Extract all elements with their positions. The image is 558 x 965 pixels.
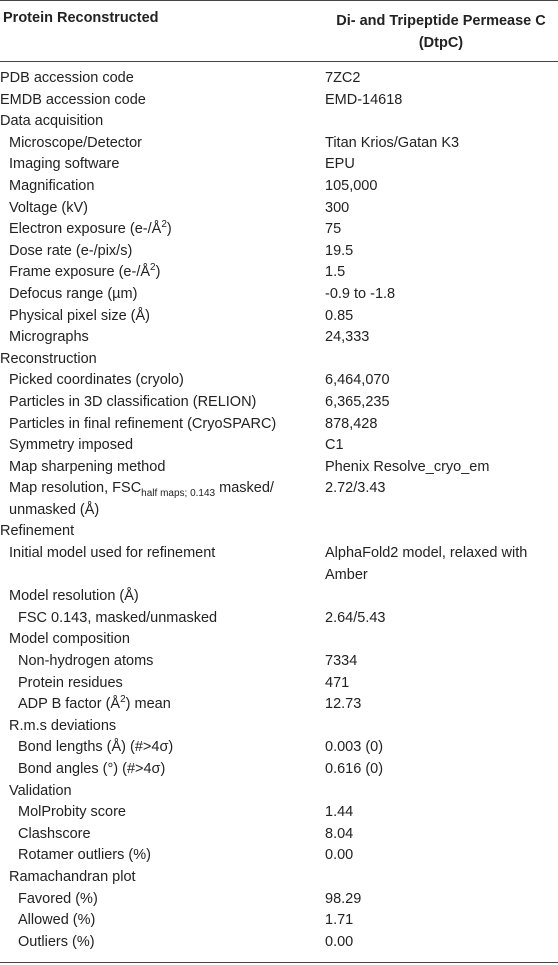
table-row	[0, 737, 558, 759]
table-row	[0, 932, 558, 954]
row-label: Protein residues	[18, 674, 123, 691]
header-protein-reconstructed: Protein Reconstructed	[3, 10, 159, 26]
row-value: 75	[325, 221, 342, 238]
row-value: 471	[325, 674, 350, 691]
row-value: 300	[325, 199, 350, 216]
row-value: 1.5	[325, 264, 346, 281]
table-row	[0, 651, 558, 673]
row-label: Rotamer outliers (%)	[18, 847, 151, 864]
row-value: 19.5	[325, 242, 354, 259]
row-label: Physical pixel size (Å)	[9, 307, 151, 324]
row-value: 6,464,070	[325, 372, 390, 389]
label-superscript: 2	[120, 694, 126, 706]
row-value: EMD-14618	[325, 91, 403, 108]
table-row	[0, 327, 558, 349]
section-row	[0, 521, 558, 543]
label-subscript: half maps; 0.143	[141, 488, 216, 500]
table-row	[0, 478, 558, 521]
label-superscript: 2	[161, 219, 167, 231]
row-label	[0, 694, 336, 716]
table-row	[0, 824, 558, 846]
row-label: EMDB accession code	[0, 91, 146, 108]
label-text: masked/ unmasked (Å)	[9, 480, 274, 518]
table-row	[0, 435, 558, 457]
label-text: )	[155, 264, 161, 281]
header-protein-name: Di- and Tripeptide Permease C (DtpC)	[336, 13, 546, 51]
row-label: Dose rate (e-/pix/s)	[9, 242, 133, 259]
row-label: Particles in final refinement (CryoSPARC)	[9, 415, 277, 432]
label-text: ADP B factor (Å	[18, 696, 121, 713]
row-label	[0, 219, 327, 241]
row-label: Defocus range (µm)	[9, 285, 138, 302]
label-text: )	[166, 221, 172, 238]
table-row	[0, 910, 558, 932]
row-label: Outliers (%)	[18, 933, 95, 950]
section-label: Reconstruction	[0, 350, 97, 367]
section-label: Model composition	[9, 631, 130, 648]
table-row	[0, 673, 558, 695]
table-row	[0, 543, 558, 586]
section-label: Data acquisition	[0, 113, 104, 130]
row-label: MolProbity score	[18, 804, 126, 821]
row-label: Favored (%)	[18, 890, 98, 907]
row-value: 1.71	[325, 912, 354, 929]
row-value: AlphaFold2 model, relaxed with Amber	[325, 545, 528, 583]
section-row	[0, 349, 558, 371]
row-label: Magnification	[9, 177, 95, 194]
row-value: 12.73	[325, 696, 362, 713]
row-value: C1	[325, 437, 344, 454]
table-row	[0, 889, 558, 911]
row-label: Microscope/Detector	[9, 134, 142, 151]
table-header	[0, 0, 558, 61]
row-label: Picked coordinates (cryolo)	[9, 372, 184, 389]
row-value: 7334	[325, 653, 358, 670]
section-row	[0, 586, 558, 608]
table-row	[0, 133, 558, 155]
row-label: Map sharpening method	[9, 458, 166, 475]
table-row	[0, 219, 558, 241]
row-label: Symmetry imposed	[9, 437, 134, 454]
row-label	[0, 262, 327, 284]
row-label: FSC 0.143, masked/unmasked	[18, 609, 218, 626]
row-value: 6,365,235	[325, 393, 390, 410]
row-value: 0.616 (0)	[325, 761, 384, 777]
section-label: Model resolution (Å)	[9, 588, 139, 605]
section-row	[0, 716, 558, 738]
label-text: Electron exposure (e-/Å	[9, 221, 162, 238]
label-text: Frame exposure (e-/Å	[9, 264, 151, 281]
section-label: R.m.s deviations	[9, 717, 117, 734]
table-row	[0, 176, 558, 198]
row-value: 1.44	[325, 804, 354, 821]
table-row	[0, 845, 558, 867]
table-bottom-rule	[0, 962, 558, 963]
section-row	[0, 781, 558, 803]
section-label: Ramachandran plot	[9, 868, 136, 885]
table-row	[0, 802, 558, 824]
table-row	[0, 241, 558, 263]
table-row	[0, 414, 558, 436]
table-row	[0, 392, 558, 414]
section-row	[0, 867, 558, 889]
row-label: Allowed (%)	[18, 912, 96, 929]
table-row	[0, 154, 558, 176]
section-row	[0, 629, 558, 651]
section-label: Refinement	[0, 523, 75, 540]
row-value: 2.64/5.43	[325, 609, 386, 626]
row-value: 0.00	[325, 847, 354, 864]
label-text: ) mean	[125, 696, 171, 713]
table-row	[0, 457, 558, 479]
row-value: EPU	[325, 156, 355, 173]
row-label: Clashscore	[18, 825, 91, 842]
table-row	[0, 608, 558, 630]
table-row	[0, 759, 558, 781]
row-value: 0.00	[325, 933, 354, 950]
row-label: PDB accession code	[0, 70, 134, 86]
row-value: 878,428	[325, 415, 378, 432]
row-value: 105,000	[325, 177, 378, 194]
row-label: Particles in 3D classification (RELION)	[9, 393, 257, 410]
table-body	[0, 68, 558, 953]
section-row	[0, 111, 558, 133]
row-label: Non-hydrogen atoms	[18, 653, 154, 670]
row-label	[0, 478, 327, 521]
label-superscript: 2	[150, 262, 156, 274]
table-header-rule	[0, 61, 558, 62]
row-label: Bond lengths (Å) (#>4σ)	[18, 739, 174, 756]
row-label: Initial model used for refinement	[9, 545, 216, 562]
row-value: 98.29	[325, 890, 362, 907]
row-value: 7ZC2	[325, 70, 361, 86]
row-value: 24,333	[325, 329, 370, 346]
row-value: Phenix Resolve_cryo_em	[325, 458, 490, 475]
row-value: -0.9 to -1.8	[325, 285, 396, 302]
table-row	[0, 68, 558, 90]
row-value: 0.85	[325, 307, 354, 324]
table-row	[0, 306, 558, 328]
table-row	[0, 90, 558, 112]
row-value: 0.003 (0)	[325, 739, 384, 756]
table-row	[0, 198, 558, 220]
table-row	[0, 694, 558, 716]
table-row	[0, 262, 558, 284]
row-value: 2.72/3.43	[325, 480, 386, 497]
row-value: Titan Krios/Gatan K3	[325, 134, 460, 151]
label-text: Map resolution, FSC	[9, 480, 142, 497]
row-label: Micrographs	[9, 329, 89, 346]
row-value: 8.04	[325, 825, 354, 842]
section-label: Validation	[9, 782, 72, 799]
row-label: Voltage (kV)	[9, 199, 88, 216]
table-row	[0, 370, 558, 392]
row-label: Bond angles (°) (#>4σ)	[18, 761, 166, 777]
table-row	[0, 284, 558, 306]
row-label: Imaging software	[9, 156, 120, 173]
